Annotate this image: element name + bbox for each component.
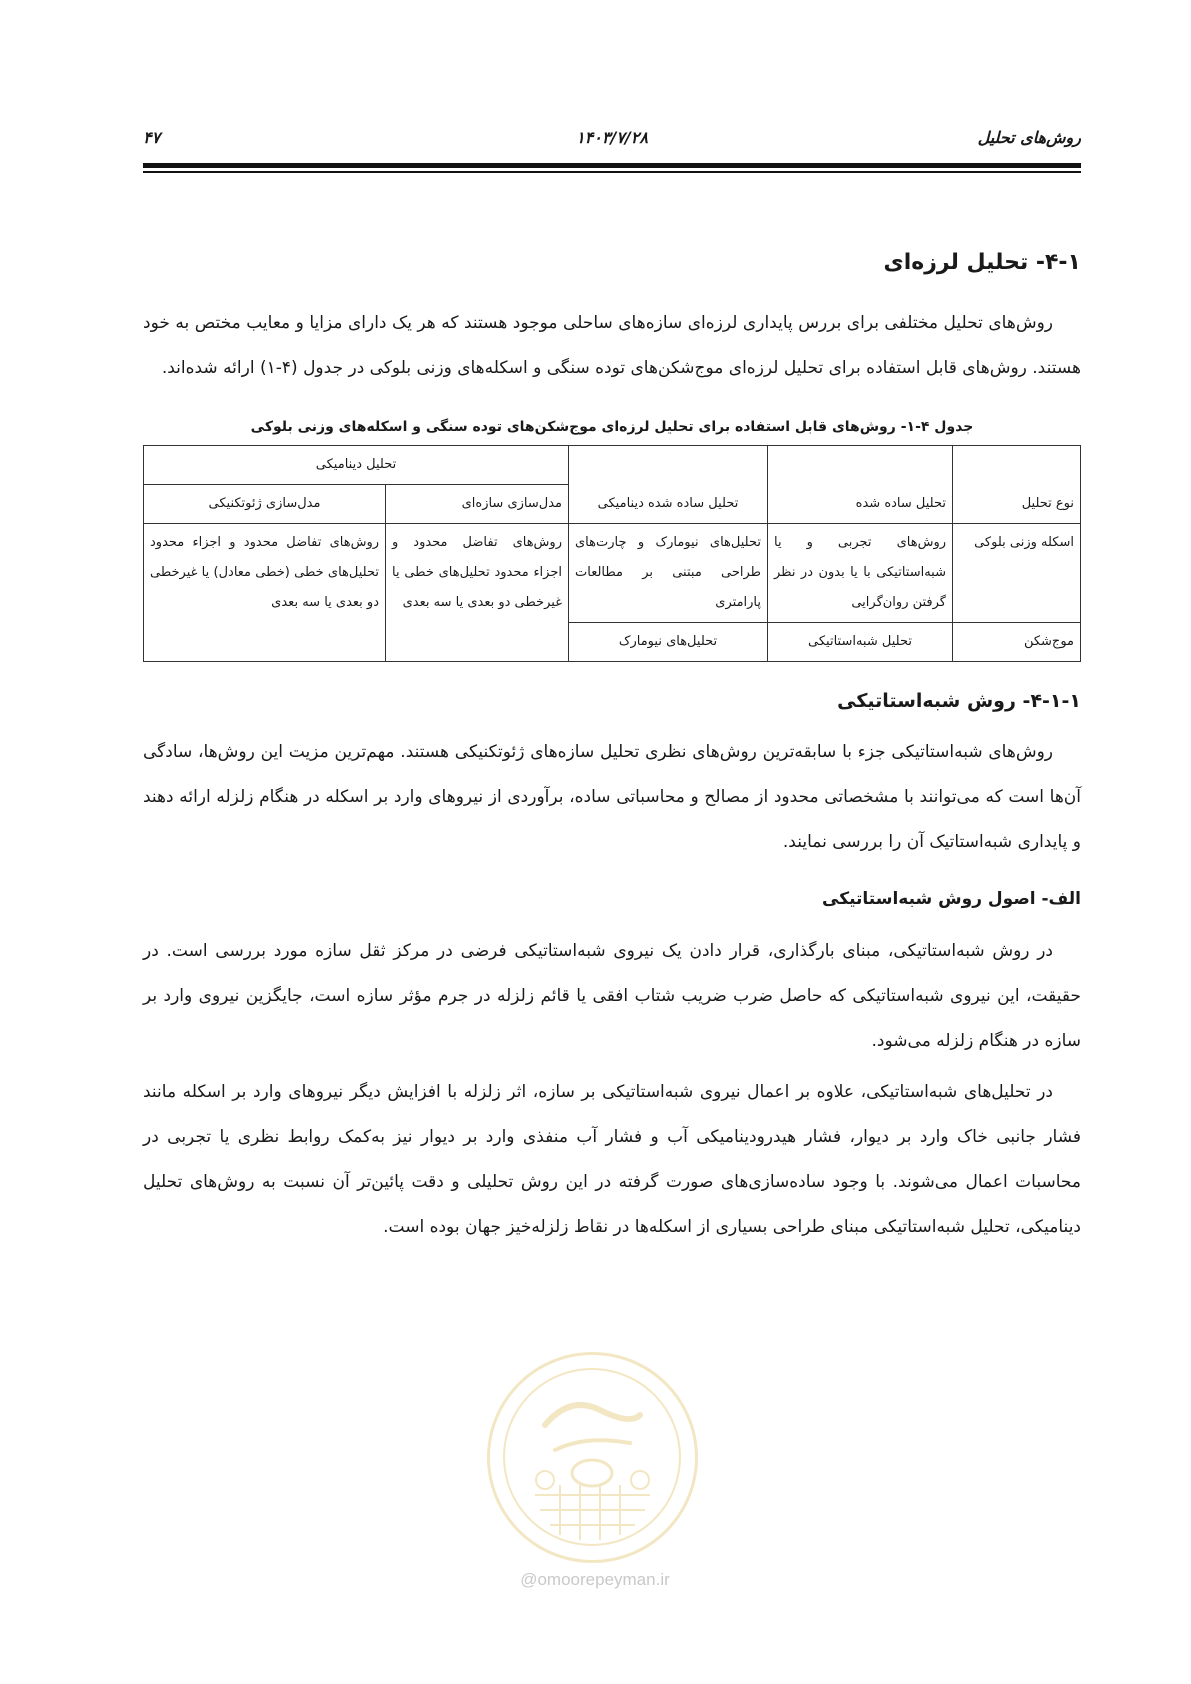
section-heading: ۴-۱- تحلیل لرزه‌ای: [883, 250, 1081, 275]
table-cell-simplified-dynamic: تحلیل‌های نیومارک: [569, 623, 768, 662]
table-cell-type: اسکله وزنی بلوکی: [953, 524, 1081, 623]
principles-paragraph-2: در تحلیل‌های شبه‌استاتیکی، علاوه بر اعمال نیروی شبه‌استاتیکی بر سازه، اثر زلزله با افزایش دیگر نیروهای وارد بر اسکله مانند فشار جانبی خاک وارد بر دیوار، فشار هیدرودینامیکی آب و فشار آب منفذی وارد بر دیوار نیز به‌کمک روابط نظری یا تجربی در محاسبات اعمال می‌شوند. با وجود ساده‌سازی‌های صورت گرفته در این روش تحلیلی و دقت پائین‌تر آن نسبت به روش‌های تحلیل دینامیکی، تحلیل شبه‌استاتیکی مبنای طراحی بسیاری از اسکله‌ها در نقاط زلزله‌خیز جهان بوده است.: [143, 1082, 1081, 1237]
table-cell-simplified: تحلیل شبه‌استاتیکی: [768, 623, 953, 662]
header-cell-simplified: تحلیل ساده شده: [768, 446, 953, 524]
header-chapter-title: روش‌های تحلیل: [977, 128, 1081, 147]
header-cell-simplified-dynamic: تحلیل ساده شده دینامیکی: [569, 446, 768, 524]
header-date: ۱۴۰۳/۷/۲۸: [576, 128, 648, 147]
main-content: [143, 250, 1081, 1256]
quasi-static-paragraph: روش‌های شبه‌استاتیکی جزء با سابقه‌ترین روش‌های نظری تحلیل سازه‌های ژئوتکنیکی هستند. مهم‌ترین مزیت این روش‌ها، سادگی آن‌ها است که می‌توانند با مشخصاتی محدود از مصالح و محاسباتی ساده، برآوردی از نیروهای وارد بر اسکله در هنگام زلزله ارائه دهند و پایداری شبه‌استاتیک آن را بررسی نمایند.: [143, 742, 1081, 852]
header-cell-structural: مدل‌سازی سازه‌ای: [386, 485, 569, 524]
watermark-url: @omoorepeyman.ir: [520, 1570, 670, 1589]
header-cell-dynamic: تحلیل دینامیکی: [144, 446, 569, 485]
table-cell-simplified-dynamic: تحلیل‌های نیومارک و چارت‌های طراحی مبتنی بر مطالعات پارامتری: [569, 524, 768, 623]
table-cell-type: موج‌شکن: [953, 623, 1081, 662]
subsection-heading: ۴-۱-۱- روش شبه‌استاتیکی: [837, 690, 1081, 712]
header-rule-thin: [143, 171, 1081, 173]
header-cell-type: نوع تحلیل: [953, 446, 1081, 524]
table-caption: جدول ۴-۱- روش‌های قابل استفاده برای تحلیل لرزه‌ای موج‌شکن‌های توده سنگی و اسکله‌های وزنی بلوکی: [250, 419, 974, 435]
page-number: ۴۷: [143, 128, 161, 147]
table-cell-structural: روش‌های تفاضل محدود و اجزاء محدود تحلیل‌های خطی یا غیرخطی دو بعدی یا سه بعدی: [386, 524, 569, 662]
table-cell-simplified: روش‌های تجربی و یا شبه‌استاتیکی با یا بدون در نظر گرفتن روان‌گرایی: [768, 524, 953, 623]
running-header: [143, 128, 1081, 158]
principles-paragraph-1: در روش شبه‌استاتیکی، مبنای بارگذاری، قرار دادن یک نیروی شبه‌استاتیکی فرضی در مرکز ثقل سازه مورد بررسی است. در حقیقت، این نیروی شبه‌استاتیکی که حاصل ضرب ضریب شتاب افقی یا قائم زلزله در جرم مؤثر سازه است، جایگزین نیروی وارد بر سازه در هنگام زلزله می‌شود.: [143, 941, 1081, 1051]
table-row: [144, 524, 1081, 623]
header-rule-thick: [143, 163, 1081, 168]
principles-heading: الف- اصول روش شبه‌استاتیکی: [822, 889, 1081, 909]
header-cell-geotechnical: مدل‌سازی ژئوتکنیکی: [144, 485, 386, 524]
table-cell-geotechnical: روش‌های تفاضل محدود و اجزاء محدود تحلیل‌های خطی (خطی معادل) یا غیرخطی دو بعدی یا سه بعدی: [144, 524, 386, 662]
watermark-logo-icon: [490, 1355, 695, 1560]
table-header-row: [144, 446, 1081, 485]
analysis-methods-table: [143, 445, 1081, 662]
intro-paragraph: روش‌های تحلیل مختلفی برای بررس پایداری لرزه‌ای سازه‌های ساحلی موجود هستند که هر یک دارای مزایا و معایب مختص به خود هستند. روش‌های قابل استفاده برای تحلیل لرزه‌ای موج‌شکن‌های توده سنگی و اسکله‌های وزنی بلوکی در جدول (۴-۱) ارائه شده‌اند.: [143, 313, 1081, 378]
watermark-seal: [487, 1352, 698, 1563]
